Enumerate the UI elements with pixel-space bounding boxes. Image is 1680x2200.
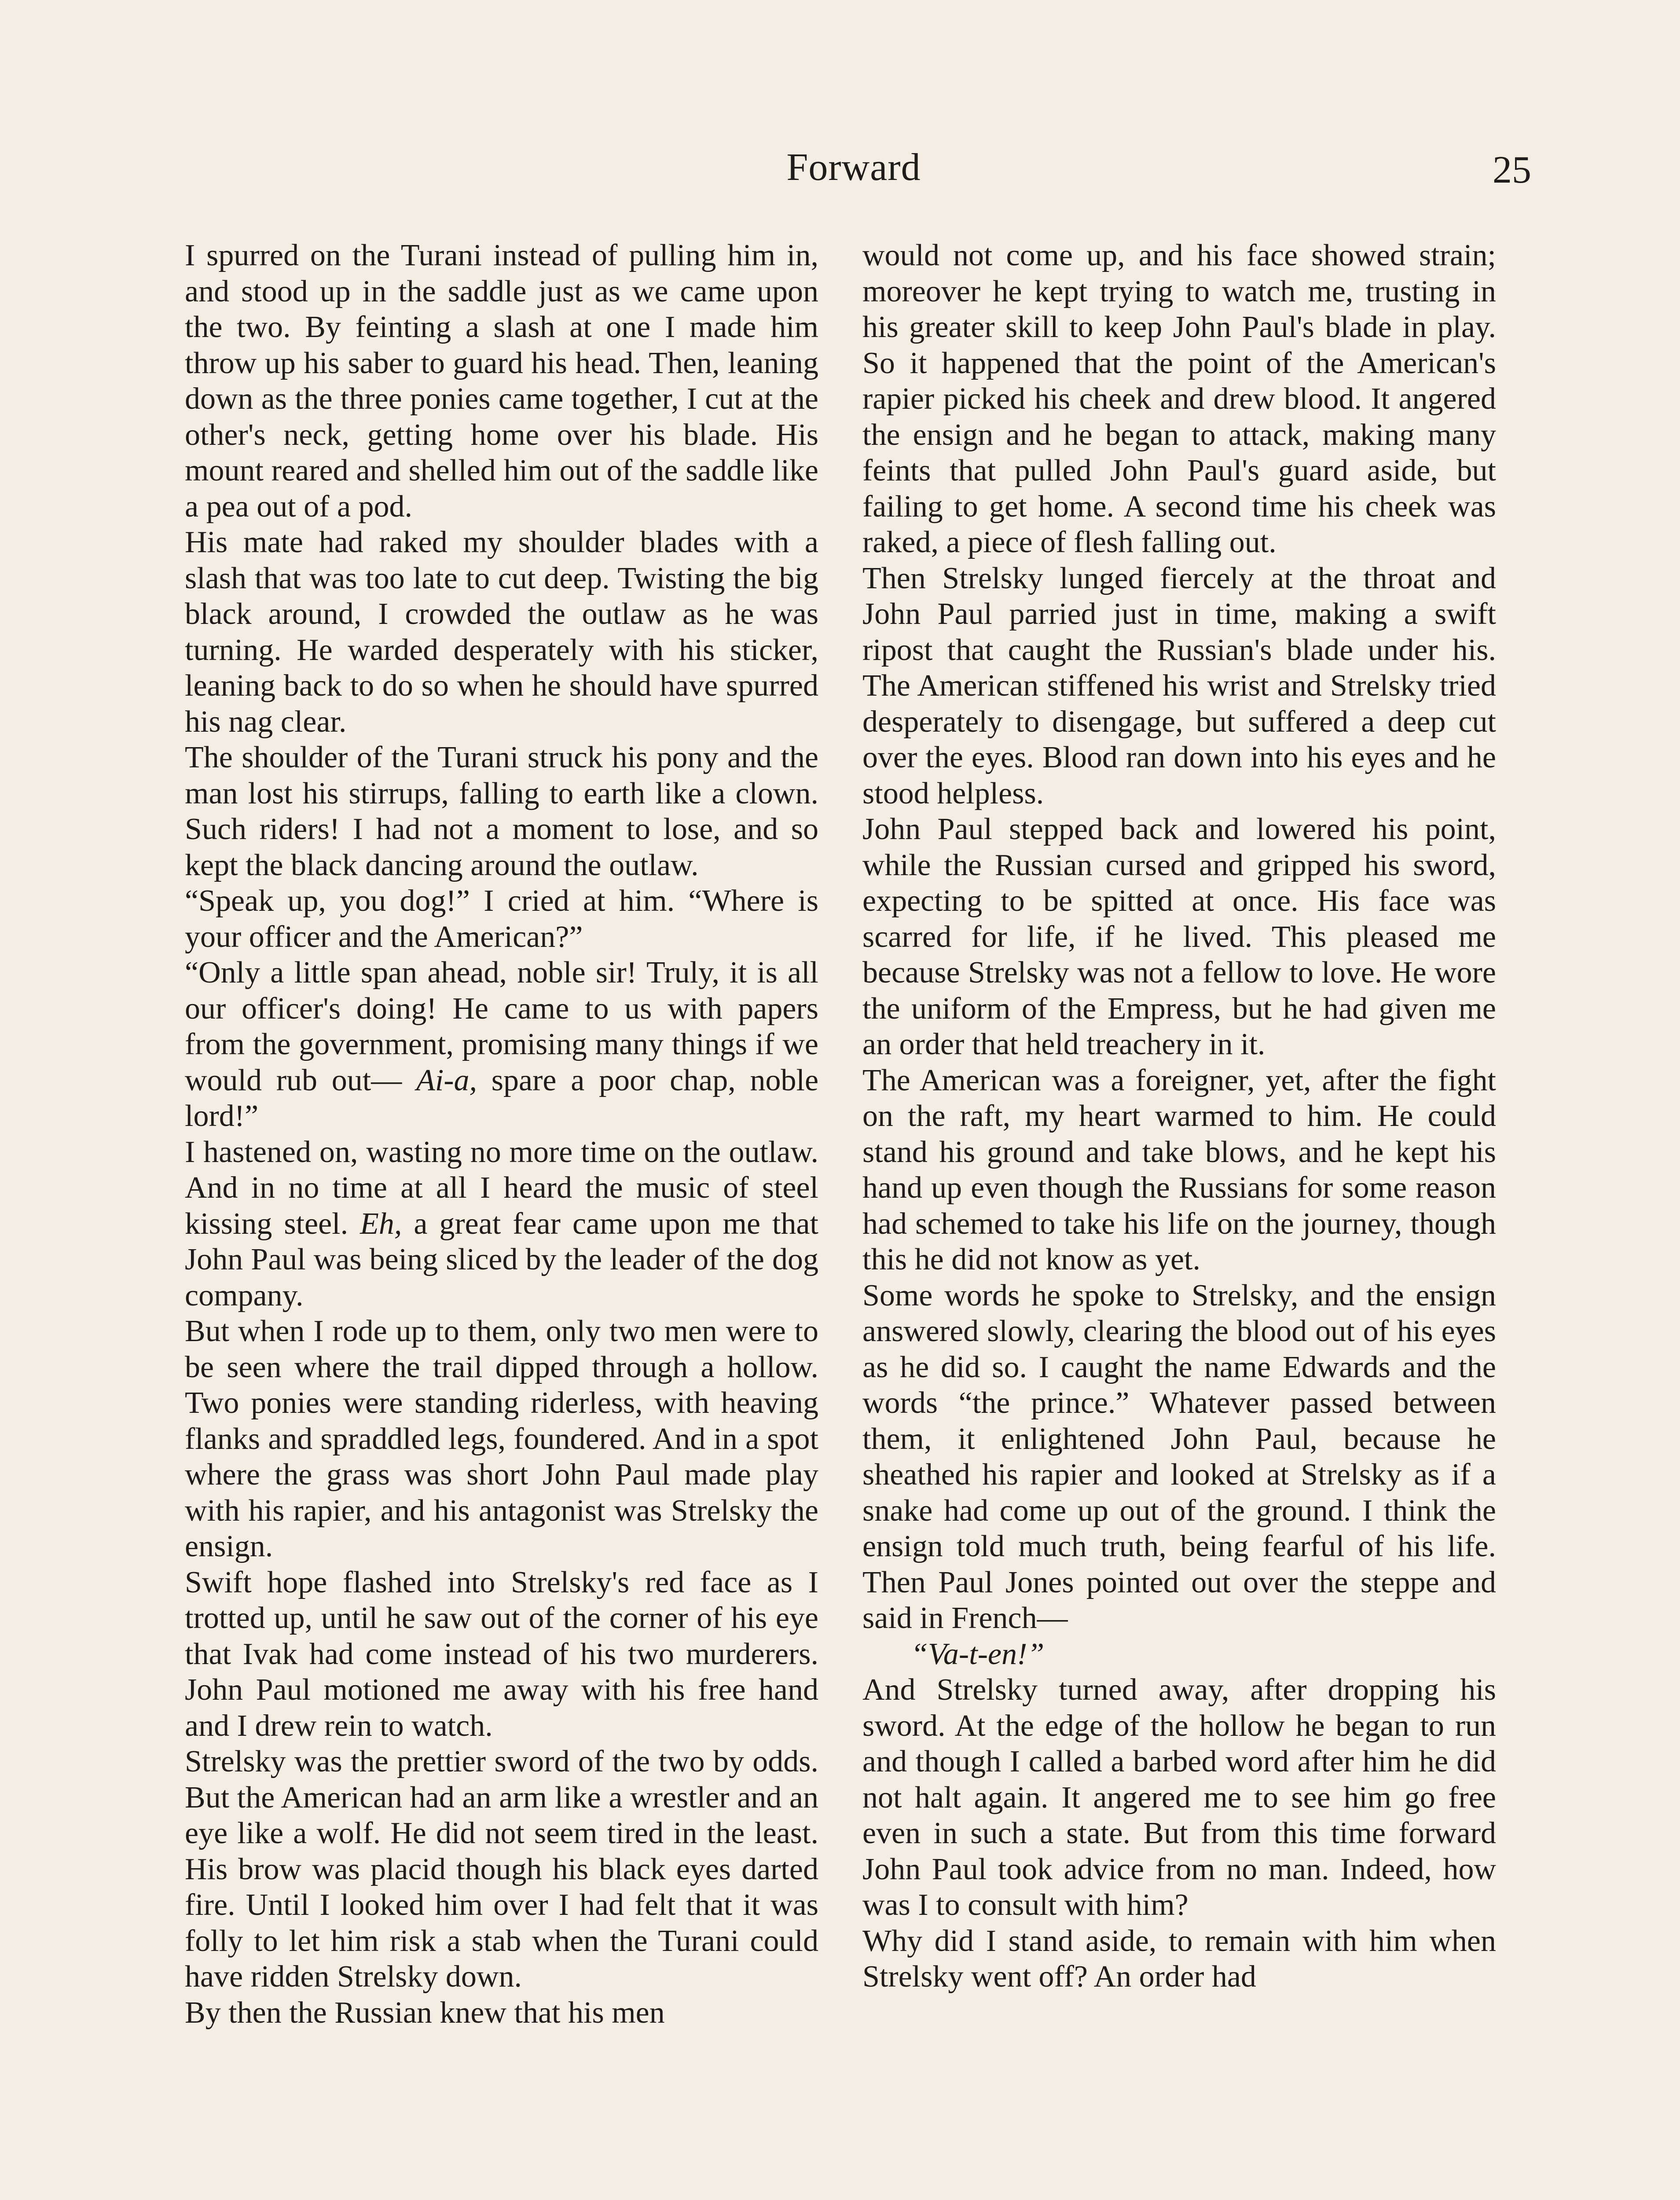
italic-exclamation: Eh, (360, 1206, 402, 1241)
running-title: Forward (786, 146, 921, 189)
page-header (176, 145, 1531, 207)
paragraph: “Speak up, you dog!” I cried at him. “Where is your officer and the American?” (185, 884, 818, 954)
paragraph-text: a great fear came upon me that John Paul was being sliced by the leader of the dog company. (185, 1206, 818, 1313)
paragraph-dialog (185, 955, 818, 1134)
paragraph (185, 1134, 818, 1314)
paragraph: I spurred on the Turani instead of pulling him in, and stood up in the saddle just as we came upon the two. By feinting a slash at one I made him throw up his saber to guard his head. Then, leaning down as the three ponies came together, I cut at the other's neck, getting home over his blade. His mount reared and shelled him out of the saddle like a pea out of a pod. (185, 238, 818, 524)
paragraph-text: spare a poor chap, noble lord!” (185, 1063, 819, 1133)
french-exclamation: “Va-t-en!” (911, 1637, 1045, 1671)
paragraph: John Paul stepped back and lowered his point, while the Russian cursed and gripped his sword, expecting to be spitted at once. His face was scarred for life, if he lived. This pleased me because Strelsky was not a fellow to love. He wore the uniform of the Empress, but he had given me an order that held treachery in it. (862, 812, 1496, 1061)
paragraph: Strelsky was the prettier sword of the two by odds. But the American had an arm like a wrestler and an eye like a wolf. He did not seem tired in the least. His brow was placid though his black eyes darted fire. Until I looked him over I had felt that it was folly to let him risk a stab when the Turani could have ridden Strelsky down. (185, 1745, 818, 1994)
paragraph-text: I hastened on, wasting no more time on the outlaw. And in no time at all I heard the music of steel kissing steel. (185, 1135, 818, 1241)
paragraph: But when I rode up to them, only two men were to be seen where the trail dipped through a hollow. Two ponies were standing riderless, with heaving flanks and spraddled legs, foundered. And in a spot where the grass was short John Paul made play with his rapier, and his antagonist was Strelsky the ensign. (185, 1314, 818, 1563)
paragraph: The shoulder of the Turani struck his pony and the man lost his stirrups, falling to earth like a clown. Such riders! I had not a moment to lose, and so kept the black dancing around the outlaw. (185, 741, 818, 882)
paragraph: And Strelsky turned away, after dropping his sword. At the edge of the hollow he began to run and though I called a barbed word after him he did not halt again. It angered me to see him go free even in such a state. But from this time forward John Paul took advice from no man. Indeed, how was I to consult with him? (862, 1673, 1496, 1922)
paragraph: would not come up, and his face showed strain; moreover he kept trying to watch me, trusting in his greater skill to keep John Paul's blade in play. So it happened that the point of the American's rapier picked his cheek and drew blood. It angered the ensign and he began to attack, making many feints that pulled John Paul's guard aside, but failing to get home. A second time his cheek was raked, a piece of flesh falling out. (862, 238, 1496, 559)
paragraph: Then Strelsky lunged fiercely at the throat and John Paul parried just in time, making a swift ripost that caught the Russian's blade under his. The American stiffened his wrist and Strelsky tried desperately to disengage, but suffered a deep cut over the eyes. Blood ran down into his eyes and he stood helpless. (862, 561, 1496, 810)
paragraph: Swift hope flashed into Strelsky's red face as I trotted up, until he saw out of the corner of his eye that Ivak had come instead of his two murderers. John Paul motioned me away with his free hand and I drew rein to watch. (185, 1565, 818, 1743)
italic-exclamation: Ai-a, (416, 1063, 477, 1097)
paragraph: Some words he spoke to Strelsky, and the ensign answered slowly, clearing the blood out of his eyes as he did so. I caught the name Edwards and the words “the prince.” Whatever passed between them, it enlightened John Paul, because he sheathed his rapier and looked at Strelsky as if a snake had come up out of the ground. I think the ensign told much truth, being fearful of his life. Then Paul Jones pointed out over the steppe and said in French— (862, 1278, 1496, 1635)
paragraph: By then the Russian knew that his men (185, 1995, 665, 2030)
paragraph: His mate had raked my shoulder blades with a slash that was too late to cut deep. Twisting the big black around, I crowded the outlaw as he was turning. He warded desperately with his sticker, leaning back to do so when he should have spurred his nag clear. (185, 525, 818, 739)
paragraph: Why did I stand aside, to remain with him when Strelsky went off? An order had (862, 1924, 1496, 1994)
paragraph: The American was a foreigner, yet, after the fight on the raft, my heart warmed to him. He could stand his ground and take blows, and he kept his hand up even though the Russians for some reason had schemed to take his life on the journey, though this he did not know as yet. (862, 1063, 1496, 1276)
page-number: 25 (1493, 149, 1531, 191)
left-text-column (185, 238, 818, 2031)
paragraph-text: “Only a little span ahead, noble sir! Truly, it is all our officer's doing! He came to us with papers from the government, promising many things if we would rub out— (185, 956, 818, 1097)
right-text-column (862, 238, 1496, 1995)
